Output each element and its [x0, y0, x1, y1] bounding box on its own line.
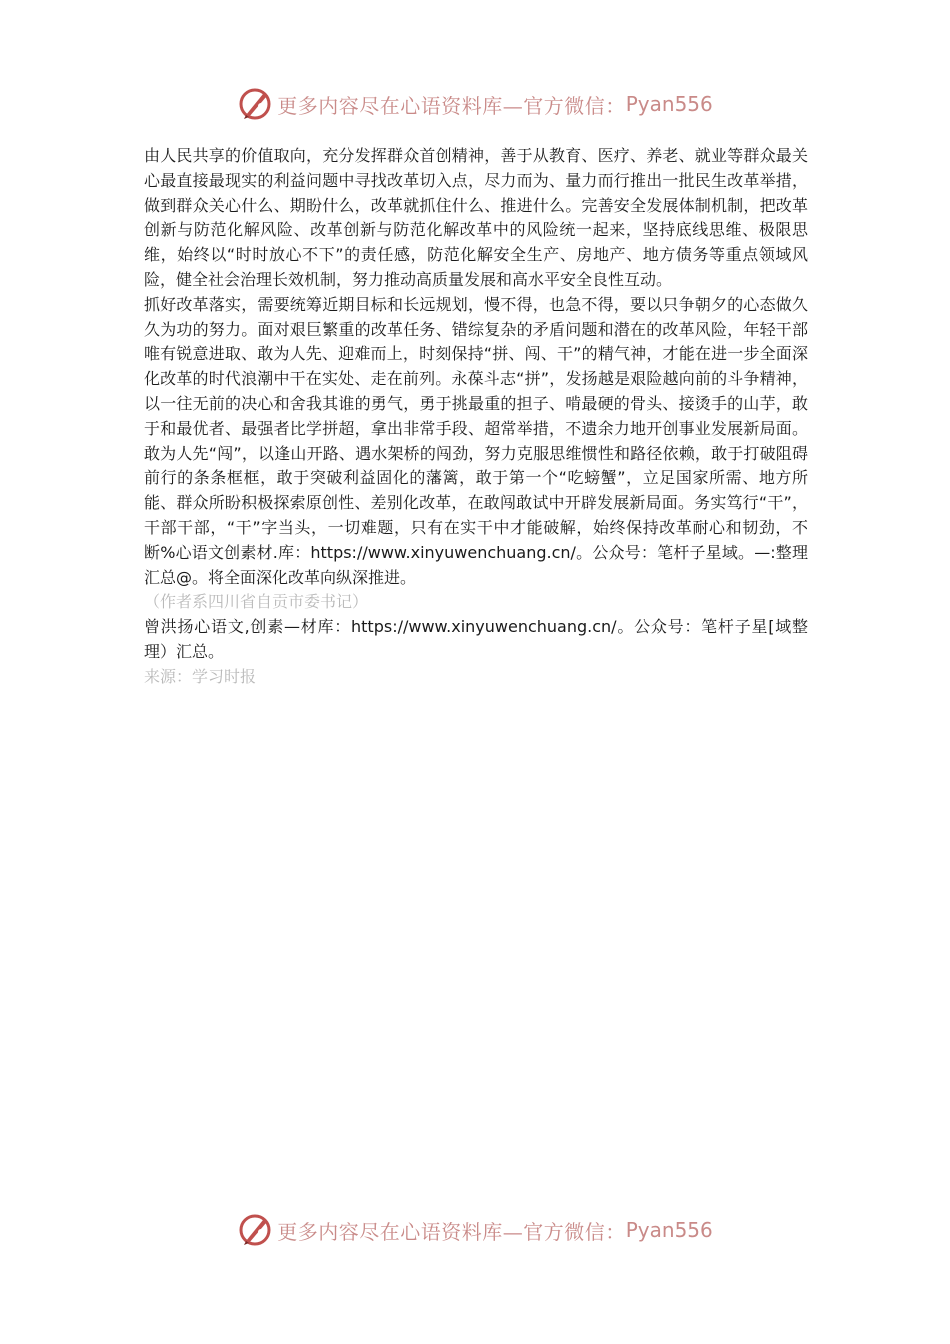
banner-wechat-id: Pyan556 [625, 92, 713, 116]
header-banner [0, 84, 950, 124]
paragraph-1: 由人民共享的价值取向，充分发挥群众首创精神，善于从教育、医疗、养老、就业等群众最关心最直接最现实的利益问题中寻找改革切入点，尽力而为、量力而行推出一批民生改革举措，做到群众关心什么、期盼什么，改革就抓住什么、推进什么。完善安全发展体制机制，把改革创新与防范化解风险、改革创新与防范化解改革中的风险统一起来，坚持底线思维、极限思维，始终以“时时放心不下”的责任感，防范化解安全生产、房地产、地方债务等重点领域风险，健全社会治理长效机制，努力推动高质量发展和高水平安全良性互动。 [144, 146, 808, 289]
author-note: （作者系四川省自贡市委书记） [144, 592, 369, 612]
pen-logo-icon [237, 86, 273, 122]
article-body [144, 144, 808, 690]
banner-wechat-id: Pyan556 [625, 1218, 713, 1242]
footer-banner [0, 1210, 950, 1250]
pen-logo-icon [237, 1212, 273, 1248]
banner-text: 更多内容尽在心语资料库—官方微信： [277, 1219, 626, 1244]
paragraph-2: 抓好改革落实，需要统筹近期目标和长远规划，慢不得，也急不得，要以只争朝夕的心态做久久为功的努力。面对艰巨繁重的改革任务、错综复杂的矛盾问题和潜在的改革风险，年轻干部唯有锐意进取、敢为人先、迎难而上，时刻保持“拼、闯、干”的精气神，才能在进一步全面深化改革的时代浪潮中干在实处、走在前列。永葆斗志“拼”，发扬越是艰险越向前的斗争精神，以一往无前的决心和舍我其谁的勇气，勇于挑最重的担子、啃最硬的骨头、接烫手的山芋，敢于和最优者、最强者比学拼超，拿出非常手段、超常举措，不遗余力地开创事业发展新局面。敢为人先“闯”，以逢山开路、遇水架桥的闯劲，努力克服思维惯性和路径依赖，敢于打破阻碍前行的条条框框，敢于突破利益固化的藩篱，敢于第一个“吃螃蟹”，立足国家所需、地方所能、群众所盼积极探索原创性、差别化改革，在敢闯敢试中开辟发展新局面。务实笃行“干”，干部干部，“干”字当头，一切难题，只有在实干中才能破解，始终保持改革耐心和韧劲，不断%心语文创素材.库：https://www.xinyuwenchuang.cn/。公众号：笔杆子星域。—:整理汇总@。将全面深化改革向纵深推进。 [144, 294, 808, 587]
paragraph-3: 曾洪扬心语文,创素—材库：https://www.xinyuwenchuang.cn/。公众号：笔杆子星[域整理）汇总。 [144, 617, 808, 661]
source-line: 来源：学习时报 [144, 666, 257, 686]
banner-text: 更多内容尽在心语资料库—官方微信： [277, 93, 626, 118]
